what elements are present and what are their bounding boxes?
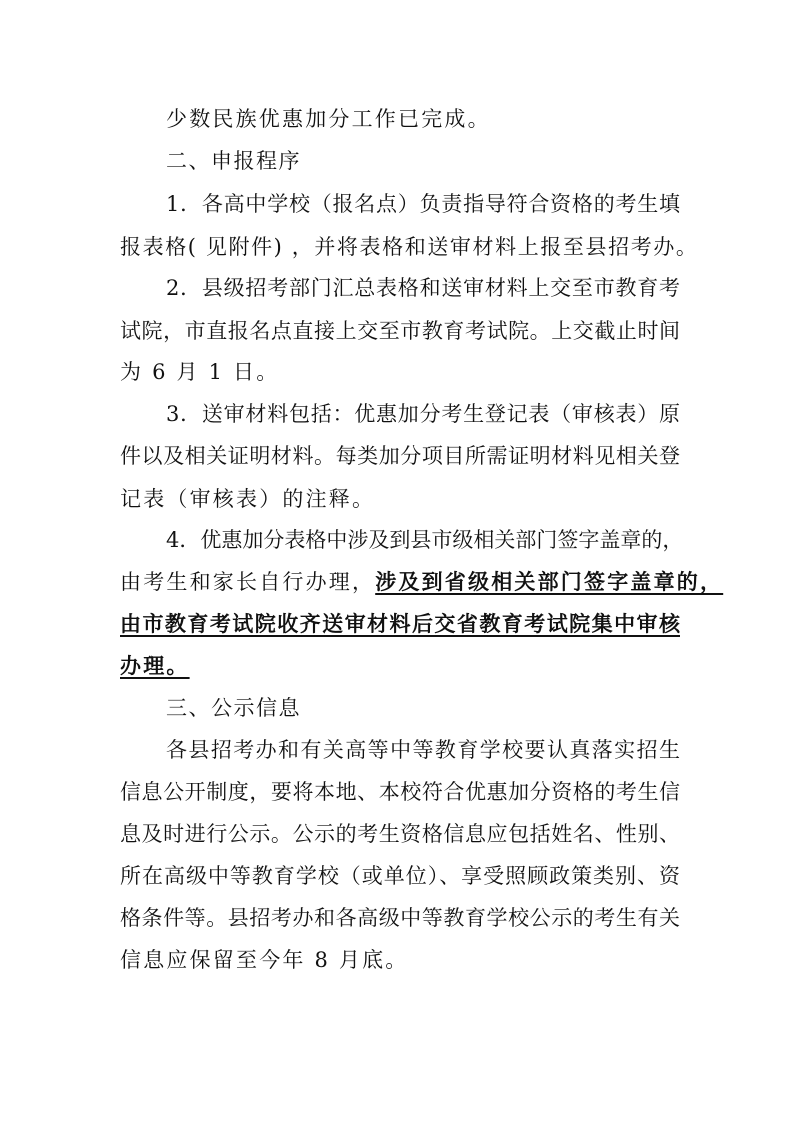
paragraph-line: 试院，市直报名点直接上交至市教育考试院。上交截止时间 [120,319,680,343]
paragraph-line: 记表（审核表）的注释。 [120,487,376,511]
paragraph-line: 少数民族优惠加分工作已完成。 [166,107,491,131]
paragraph-line: 格条件等。县招考办和各高级中等教育学校公示的考生有关 [120,906,680,930]
paragraph-line: 息及时进行公示。公示的考生资格信息应包括姓名、性别、 [120,822,680,846]
paragraph-line: 4．优惠加分表格中涉及到县市级相关部门签字盖章的， [166,528,684,552]
paragraph-line: 2．县级招考部门汇总表格和送审材料上交至市教育考 [166,276,680,300]
normal-text-span: 由考生和家长自行办理， [120,570,376,594]
emphasized-paragraph-line: 由市教育考试院收齐送审材料后交省教育考试院集中审核 [120,611,680,636]
emphasized-text-span: 办理。 [120,653,190,678]
paragraph-line: 信息公开制度，要将本地、本校符合优惠加分资格的考生信 [120,780,680,804]
section-heading-public-information: 三、公示信息 [166,696,301,720]
paragraph-line: 为 6 月 1 日。 [120,360,280,384]
paragraph-line: 信息应保留至今年 8 月底。 [120,948,409,972]
paragraph-line: 所在高级中等教育学校（或单位）、享受照顾政策类别、资 [120,864,680,888]
emphasized-paragraph-line [120,651,680,681]
section-heading-application-procedure: 二、申报程序 [166,149,301,173]
paragraph-line: 报表格( 见附件) ，并将表格和送审材料上报至县招考办。 [120,235,699,259]
paragraph-line: 3．送审材料包括：优惠加分考生登记表（审核表）原 [166,402,680,426]
paragraph-line: 1．各高中学校（报名点）负责指导符合资格的考生填 [166,192,680,216]
paragraph-line: 件以及相关证明材料。每类加分项目所需证明材料见相关登 [120,444,680,468]
paragraph-line: 各县招考办和有关高等中等教育学校要认真落实招生 [166,738,680,762]
paragraph-line [120,567,724,597]
emphasized-text-span: 涉及到省级相关部门签字盖章的， [375,569,724,594]
